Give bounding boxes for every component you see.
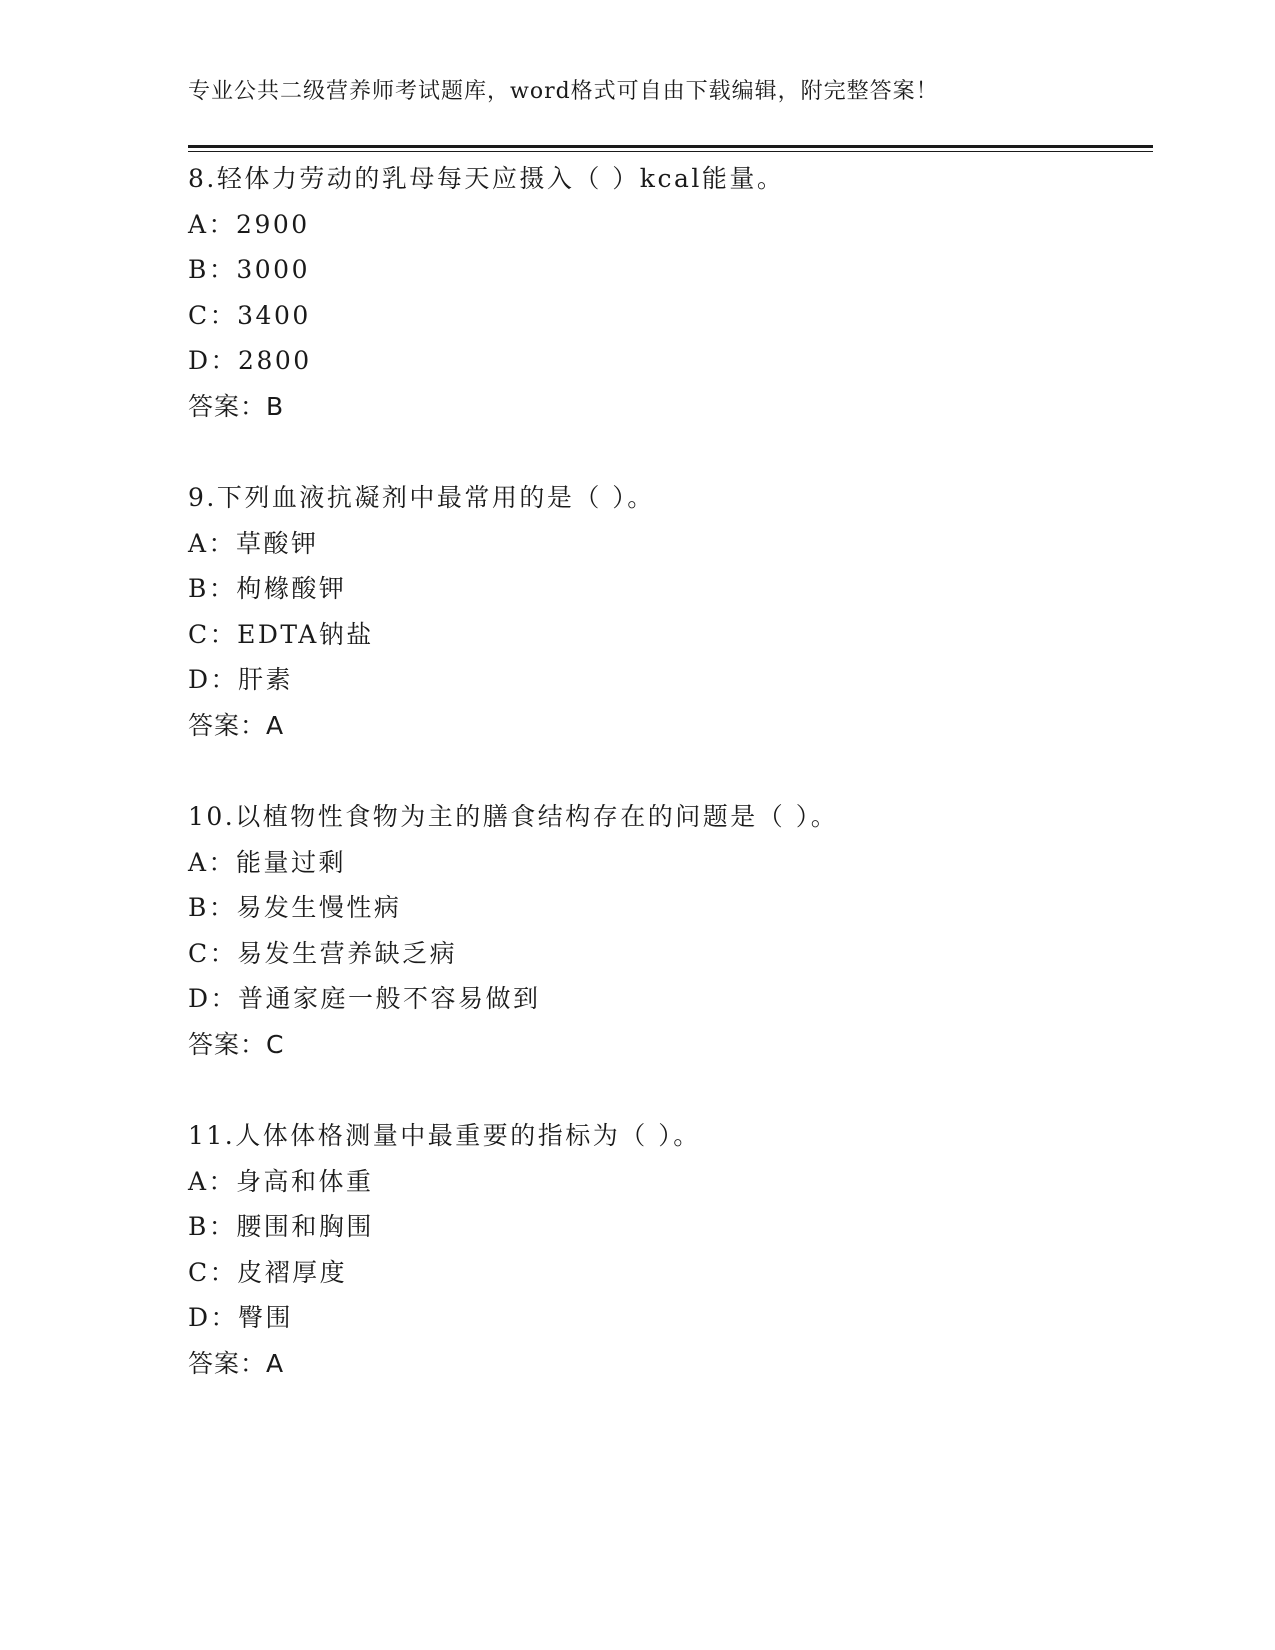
- option-d: D：2800: [188, 346, 312, 375]
- option-a: A：2900: [188, 209, 310, 239]
- option-b: B：3000: [188, 255, 310, 284]
- option-a: A：草酸钾: [188, 528, 319, 558]
- question-list: [188, 156, 1148, 1432]
- header-rule-thick: [188, 145, 1153, 148]
- option-b: B：腰围和胸围: [188, 1212, 374, 1241]
- question-8: [188, 156, 1148, 429]
- question-stem: 10.以植物性食物为主的膳食结构存在的问题是（ ）。: [188, 802, 839, 831]
- answer-line: 答案：B: [188, 391, 285, 421]
- question-stem: 8.轻体力劳动的乳母每天应摄入（ ）kcal能量。: [188, 164, 785, 193]
- option-d: D：肝素: [188, 665, 294, 694]
- option-c: C：易发生营养缺乏病: [188, 938, 458, 968]
- question-9: [188, 475, 1148, 748]
- option-b: B：枸橼酸钾: [188, 574, 347, 603]
- question-stem: 11.人体体格测量中最重要的指标为（ ）。: [188, 1121, 701, 1150]
- header-rule-thin: [188, 151, 1153, 152]
- page-header: 专业公共二级营养师考试题库，word格式可自由下载编辑，附完整答案！: [188, 79, 939, 104]
- question-11: [188, 1113, 1148, 1386]
- option-c: C：EDTA钠盐: [188, 619, 374, 649]
- question-10: [188, 794, 1148, 1067]
- option-a: A：能量过剩: [188, 847, 347, 877]
- option-c: C：皮褶厚度: [188, 1257, 348, 1287]
- answer-line: 答案：A: [188, 710, 285, 740]
- question-stem: 9.下列血液抗凝剂中最常用的是（ ）。: [188, 483, 655, 512]
- option-b: B：易发生慢性病: [188, 893, 402, 922]
- option-c: C：3400: [188, 300, 311, 330]
- option-d: D：臀围: [188, 1303, 294, 1332]
- answer-line: 答案：C: [188, 1029, 285, 1059]
- option-a: A：身高和体重: [188, 1166, 374, 1196]
- option-d: D：普通家庭一般不容易做到: [188, 984, 541, 1013]
- answer-line: 答案：A: [188, 1348, 285, 1378]
